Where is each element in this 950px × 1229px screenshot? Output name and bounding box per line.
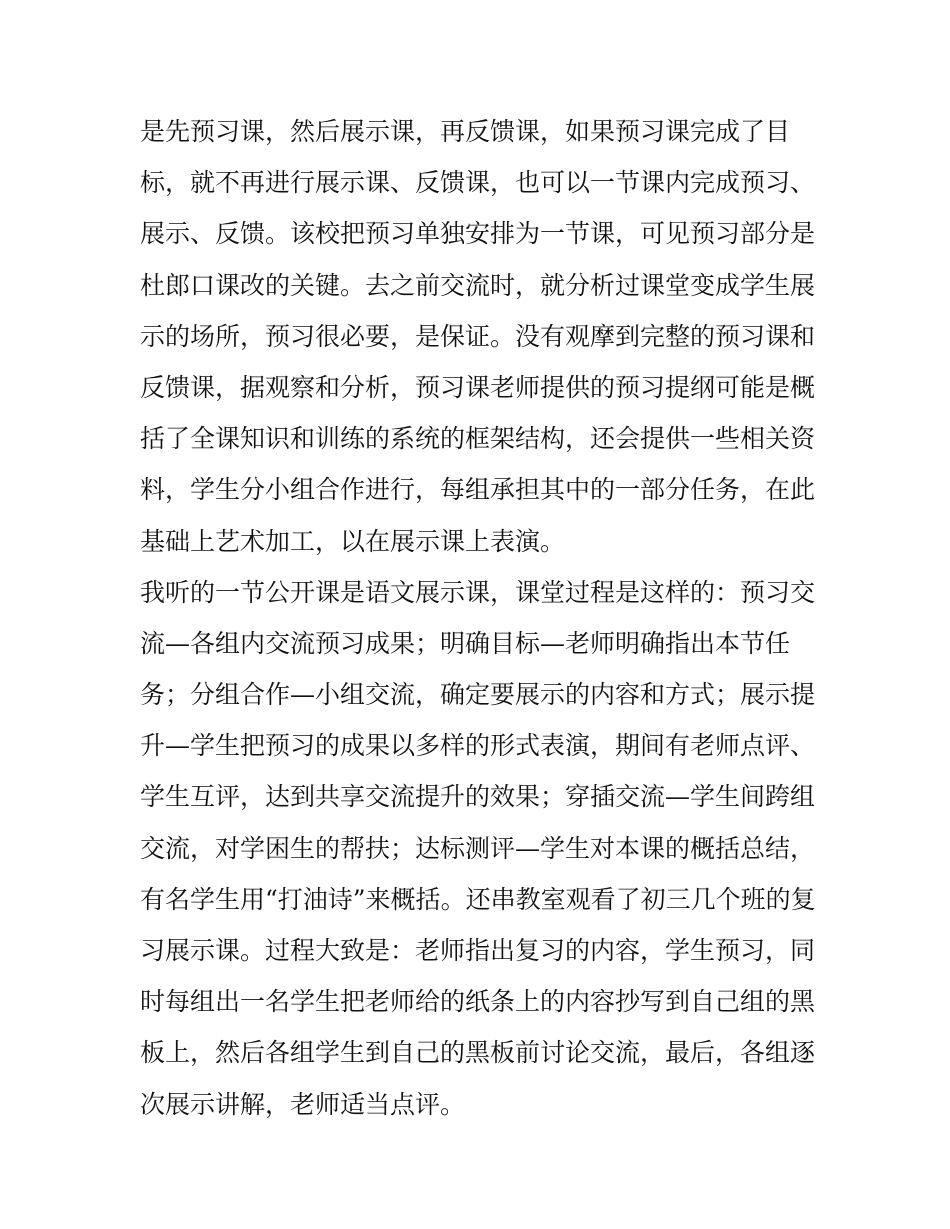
- text-line: 板上，然后各组学生到自己的黑板前讨论交流，最后，各组逐: [140, 1038, 816, 1068]
- document-body: [140, 106, 820, 1130]
- text-line: 流—各组内交流预习成果；明确目标—老师明确指出本节任: [140, 628, 791, 658]
- paragraph-2: [140, 567, 820, 1130]
- text-line: 基础上艺术加工，以在展示课上表演。: [140, 526, 566, 556]
- text-line: 时每组出一名学生把老师给的纸条上的内容抄写到自己组的黑: [140, 987, 816, 1017]
- text-line: 有名学生用“打油诗”来概括。还串教室观看了初三几个班的复: [140, 884, 816, 914]
- text-line: 我听的一节公开课是语文展示课，课堂过程是这样的：预习交: [140, 577, 816, 607]
- text-line: 示的场所，预习很必要，是保证。没有观摩到完整的预习课和: [140, 321, 816, 351]
- text-line: 展示、反馈。该校把预习单独安排为一节课，可见预习部分是: [140, 219, 816, 249]
- text-line: 升—学生把预习的成果以多样的形式表演，期间有老师点评、: [140, 731, 816, 761]
- text-line: 标，就不再进行展示课、反馈课，也可以一节课内完成预习、: [140, 168, 816, 198]
- text-line: 务；分组合作—小组交流，确定要展示的内容和方式；展示提: [140, 680, 816, 710]
- text-line: 反馈课，据观察和分析，预习课老师提供的预习提纲可能是概: [140, 372, 816, 402]
- text-line: 学生互评，达到共享交流提升的效果；穿插交流—学生间跨组: [140, 782, 816, 812]
- text-line: 习展示课。过程大致是：老师指出复习的内容，学生预习，同: [140, 936, 816, 965]
- text-line: 次展示讲解，老师适当点评。: [140, 1089, 466, 1119]
- text-line: 括了全课知识和训练的系统的框架结构，还会提供一些相关资: [140, 424, 816, 454]
- text-line: 交流，对学困生的帮扶；达标测评—学生对本课的概括总结，: [140, 833, 816, 863]
- paragraph-1: [140, 106, 820, 567]
- text-line: 杜郎口课改的关键。去之前交流时，就分析过课堂变成学生展: [140, 270, 816, 300]
- text-line: 是先预习课，然后展示课，再反馈课，如果预习课完成了目: [140, 117, 791, 146]
- text-line: 料，学生分小组合作进行，每组承担其中的一部分任务，在此: [140, 475, 816, 505]
